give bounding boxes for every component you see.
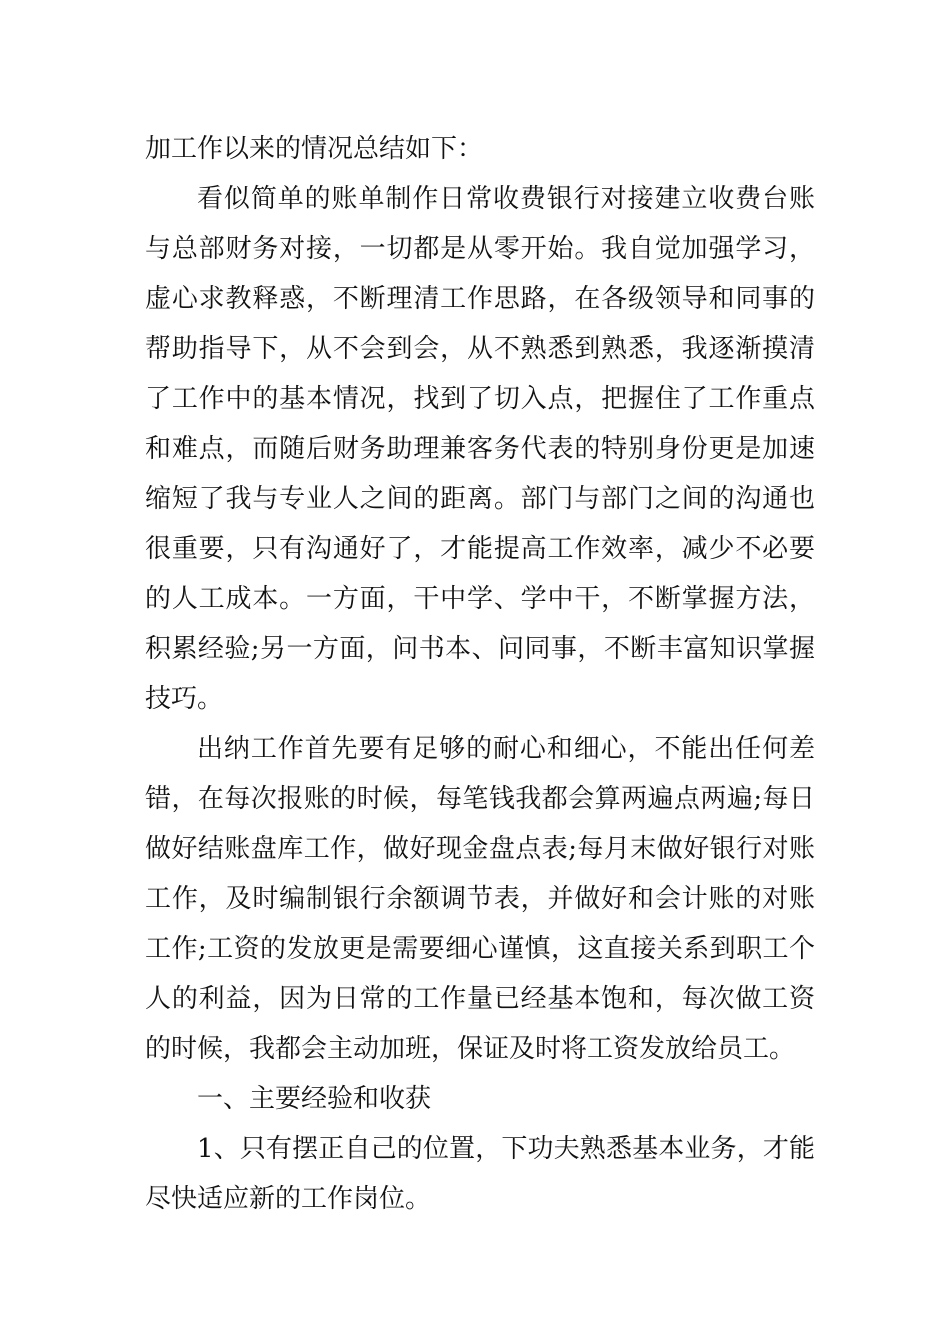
paragraph-1-line-1: 看似简单的账单制作日常收费银行对接建立收费台账 [197, 184, 815, 214]
paragraph-1-line-7: 缩短了我与专业人之间的距离。部门与部门之间的沟通也 [145, 484, 815, 514]
item-1-line-1: 1、只有摆正自己的位置，下功夫熟悉基本业务，才能 [197, 1134, 815, 1164]
paragraph-1-line-11: 技巧。 [145, 684, 224, 714]
paragraph-2-line-1: 出纳工作首先要有足够的耐心和细心，不能出任何差 [197, 734, 815, 764]
paragraph-1-line-10: 积累经验;另一方面，问书本、问同事，不断丰富知识掌握 [145, 634, 815, 664]
text-line-1: 加工作以来的情况总结如下： [145, 134, 484, 164]
paragraph-2-line-4: 工作，及时编制银行余额调节表，并做好和会计账的对账 [145, 884, 815, 914]
paragraph-2-line-6: 人的利益，因为日常的工作量已经基本饱和，每次做工资 [145, 984, 815, 1014]
paragraph-2-line-2: 错，在每次报账的时候，每笔钱我都会算两遍点两遍;每日 [145, 784, 815, 814]
item-1-line-2: 尽快适应新的工作岗位。 [145, 1184, 432, 1214]
paragraph-1-line-2: 与总部财务对接，一切都是从零开始。我自觉加强学习， [145, 234, 815, 264]
paragraph-2-line-5: 工作;工资的发放更是需要细心谨慎，这直接关系到职工个 [145, 934, 815, 964]
paragraph-1-line-3: 虚心求教释惑，不断理清工作思路，在各级领导和同事的 [145, 284, 815, 314]
paragraph-1-line-9: 的人工成本。一方面，干中学、学中干，不断掌握方法， [145, 584, 815, 614]
paragraph-2-line-7: 的时候，我都会主动加班，保证及时将工资发放给员工。 [145, 1034, 796, 1064]
paragraph-1-line-4: 帮助指导下，从不会到会，从不熟悉到熟悉，我逐渐摸清 [145, 334, 815, 364]
paragraph-2-line-3: 做好结账盘库工作，做好现金盘点表;每月末做好银行对账 [145, 834, 815, 864]
section-heading: 一、主要经验和收获 [197, 1084, 432, 1114]
paragraph-1-line-8: 很重要，只有沟通好了，才能提高工作效率，减少不必要 [145, 534, 815, 564]
paragraph-1-line-6: 和难点，而随后财务助理兼客务代表的特别身份更是加速 [145, 434, 815, 464]
paragraph-1-line-5: 了工作中的基本情况，找到了切入点，把握住了工作重点 [145, 384, 815, 414]
